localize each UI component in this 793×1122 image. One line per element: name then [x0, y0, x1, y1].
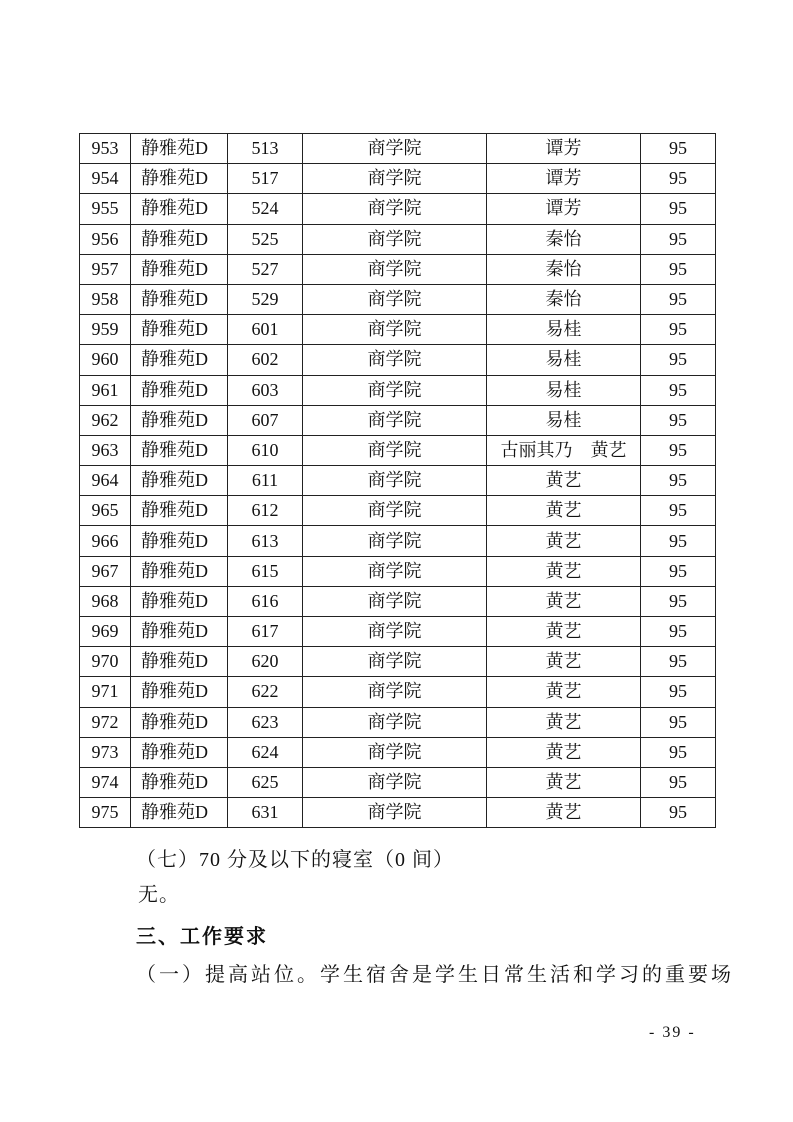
- cell-room: 610: [228, 435, 303, 465]
- table-row: [80, 586, 716, 616]
- cell-score: 95: [641, 375, 716, 405]
- cell-score: 95: [641, 254, 716, 284]
- body-paragraph: （一）提高站位。学生宿舍是学生日常生活和学习的重要场: [136, 964, 734, 986]
- cell-building: 静雅苑D: [131, 707, 228, 737]
- table-row: [80, 707, 716, 737]
- cell-score: 95: [641, 737, 716, 767]
- cell-college: 商学院: [303, 466, 487, 496]
- cell-room: 624: [228, 737, 303, 767]
- cell-building: 静雅苑D: [131, 345, 228, 375]
- cell-building: 静雅苑D: [131, 405, 228, 435]
- page-number: - 39 -: [649, 1024, 696, 1041]
- cell-college: 商学院: [303, 737, 487, 767]
- cell-score: 95: [641, 435, 716, 465]
- cell-college: 商学院: [303, 767, 487, 797]
- cell-building: 静雅苑D: [131, 737, 228, 767]
- cell-college: 商学院: [303, 647, 487, 677]
- cell-room: 622: [228, 677, 303, 707]
- cell-number: 958: [80, 284, 131, 314]
- cell-college: 商学院: [303, 526, 487, 556]
- cell-room: 525: [228, 224, 303, 254]
- cell-college: 商学院: [303, 496, 487, 526]
- section-seven-heading: （七）70 分及以下的寝室（0 间）: [136, 849, 454, 871]
- table-row: [80, 737, 716, 767]
- cell-score: 95: [641, 345, 716, 375]
- cell-score: 95: [641, 647, 716, 677]
- cell-teacher: 黄艺: [487, 526, 641, 556]
- table-row: [80, 345, 716, 375]
- cell-score: 95: [641, 707, 716, 737]
- cell-building: 静雅苑D: [131, 466, 228, 496]
- cell-building: 静雅苑D: [131, 586, 228, 616]
- cell-teacher: 古丽其乃 黄艺: [487, 435, 641, 465]
- cell-number: 975: [80, 798, 131, 828]
- cell-college: 商学院: [303, 345, 487, 375]
- cell-building: 静雅苑D: [131, 435, 228, 465]
- cell-number: 957: [80, 254, 131, 284]
- cell-building: 静雅苑D: [131, 647, 228, 677]
- cell-college: 商学院: [303, 254, 487, 284]
- cell-score: 95: [641, 466, 716, 496]
- table-row: [80, 677, 716, 707]
- cell-teacher: 黄艺: [487, 707, 641, 737]
- cell-score: 95: [641, 284, 716, 314]
- table-row: [80, 134, 716, 164]
- cell-number: 965: [80, 496, 131, 526]
- cell-college: 商学院: [303, 556, 487, 586]
- cell-room: 611: [228, 466, 303, 496]
- cell-teacher: 易桂: [487, 345, 641, 375]
- cell-number: 960: [80, 345, 131, 375]
- table-row: [80, 526, 716, 556]
- cell-number: 956: [80, 224, 131, 254]
- cell-score: 95: [641, 405, 716, 435]
- cell-room: 527: [228, 254, 303, 284]
- cell-room: 513: [228, 134, 303, 164]
- cell-college: 商学院: [303, 375, 487, 405]
- none-text: 无。: [138, 884, 180, 906]
- cell-college: 商学院: [303, 284, 487, 314]
- cell-number: 968: [80, 586, 131, 616]
- cell-number: 969: [80, 617, 131, 647]
- cell-building: 静雅苑D: [131, 798, 228, 828]
- cell-teacher: 黄艺: [487, 617, 641, 647]
- cell-teacher: 谭芳: [487, 134, 641, 164]
- cell-room: 601: [228, 315, 303, 345]
- section-three-heading: 三、工作要求: [136, 924, 268, 948]
- cell-score: 95: [641, 677, 716, 707]
- cell-room: 615: [228, 556, 303, 586]
- cell-number: 971: [80, 677, 131, 707]
- cell-score: 95: [641, 798, 716, 828]
- cell-score: 95: [641, 134, 716, 164]
- cell-number: 974: [80, 767, 131, 797]
- cell-number: 954: [80, 164, 131, 194]
- cell-teacher: 谭芳: [487, 194, 641, 224]
- table-row: [80, 194, 716, 224]
- cell-college: 商学院: [303, 617, 487, 647]
- cell-college: 商学院: [303, 405, 487, 435]
- cell-score: 95: [641, 224, 716, 254]
- cell-room: 607: [228, 405, 303, 435]
- cell-room: 517: [228, 164, 303, 194]
- cell-number: 966: [80, 526, 131, 556]
- table-row: [80, 798, 716, 828]
- cell-number: 967: [80, 556, 131, 586]
- cell-teacher: 秦怡: [487, 224, 641, 254]
- cell-teacher: 黄艺: [487, 647, 641, 677]
- cell-teacher: 秦怡: [487, 254, 641, 284]
- table-row: [80, 164, 716, 194]
- table-row: [80, 224, 716, 254]
- cell-score: 95: [641, 617, 716, 647]
- cell-number: 964: [80, 466, 131, 496]
- cell-teacher: 黄艺: [487, 798, 641, 828]
- cell-room: 612: [228, 496, 303, 526]
- cell-number: 953: [80, 134, 131, 164]
- cell-teacher: 易桂: [487, 405, 641, 435]
- cell-score: 95: [641, 164, 716, 194]
- cell-college: 商学院: [303, 134, 487, 164]
- cell-number: 959: [80, 315, 131, 345]
- cell-teacher: 易桂: [487, 315, 641, 345]
- cell-building: 静雅苑D: [131, 556, 228, 586]
- cell-teacher: 黄艺: [487, 586, 641, 616]
- table-row: [80, 647, 716, 677]
- cell-room: 603: [228, 375, 303, 405]
- cell-room: 631: [228, 798, 303, 828]
- cell-building: 静雅苑D: [131, 767, 228, 797]
- cell-teacher: 谭芳: [487, 164, 641, 194]
- cell-score: 95: [641, 767, 716, 797]
- table-body: [80, 134, 716, 828]
- cell-room: 524: [228, 194, 303, 224]
- cell-room: 623: [228, 707, 303, 737]
- cell-college: 商学院: [303, 586, 487, 616]
- table-row: [80, 254, 716, 284]
- cell-score: 95: [641, 586, 716, 616]
- cell-room: 625: [228, 767, 303, 797]
- cell-building: 静雅苑D: [131, 496, 228, 526]
- table-row: [80, 466, 716, 496]
- cell-teacher: 黄艺: [487, 466, 641, 496]
- cell-room: 620: [228, 647, 303, 677]
- cell-number: 961: [80, 375, 131, 405]
- cell-room: 529: [228, 284, 303, 314]
- table-row: [80, 284, 716, 314]
- cell-score: 95: [641, 496, 716, 526]
- cell-college: 商学院: [303, 435, 487, 465]
- cell-room: 617: [228, 617, 303, 647]
- table-row: [80, 375, 716, 405]
- cell-college: 商学院: [303, 677, 487, 707]
- table-row: [80, 315, 716, 345]
- cell-teacher: 黄艺: [487, 767, 641, 797]
- cell-number: 955: [80, 194, 131, 224]
- cell-number: 970: [80, 647, 131, 677]
- cell-building: 静雅苑D: [131, 526, 228, 556]
- cell-college: 商学院: [303, 224, 487, 254]
- cell-building: 静雅苑D: [131, 134, 228, 164]
- cell-teacher: 黄艺: [487, 737, 641, 767]
- cell-teacher: 黄艺: [487, 496, 641, 526]
- cell-building: 静雅苑D: [131, 194, 228, 224]
- table-row: [80, 556, 716, 586]
- cell-teacher: 黄艺: [487, 677, 641, 707]
- table-row: [80, 617, 716, 647]
- cell-score: 95: [641, 194, 716, 224]
- cell-building: 静雅苑D: [131, 617, 228, 647]
- cell-college: 商学院: [303, 798, 487, 828]
- table-row: [80, 496, 716, 526]
- cell-teacher: 秦怡: [487, 284, 641, 314]
- dorm-score-table: [79, 133, 716, 828]
- cell-building: 静雅苑D: [131, 284, 228, 314]
- cell-score: 95: [641, 315, 716, 345]
- cell-room: 616: [228, 586, 303, 616]
- cell-score: 95: [641, 556, 716, 586]
- cell-room: 613: [228, 526, 303, 556]
- cell-number: 962: [80, 405, 131, 435]
- cell-building: 静雅苑D: [131, 254, 228, 284]
- cell-college: 商学院: [303, 315, 487, 345]
- cell-building: 静雅苑D: [131, 224, 228, 254]
- cell-building: 静雅苑D: [131, 164, 228, 194]
- cell-teacher: 黄艺: [487, 556, 641, 586]
- cell-teacher: 易桂: [487, 375, 641, 405]
- cell-college: 商学院: [303, 194, 487, 224]
- cell-score: 95: [641, 526, 716, 556]
- cell-college: 商学院: [303, 707, 487, 737]
- table-row: [80, 767, 716, 797]
- cell-number: 972: [80, 707, 131, 737]
- cell-college: 商学院: [303, 164, 487, 194]
- cell-building: 静雅苑D: [131, 315, 228, 345]
- cell-room: 602: [228, 345, 303, 375]
- cell-building: 静雅苑D: [131, 375, 228, 405]
- cell-number: 973: [80, 737, 131, 767]
- cell-building: 静雅苑D: [131, 677, 228, 707]
- table-row: [80, 435, 716, 465]
- cell-number: 963: [80, 435, 131, 465]
- table-row: [80, 405, 716, 435]
